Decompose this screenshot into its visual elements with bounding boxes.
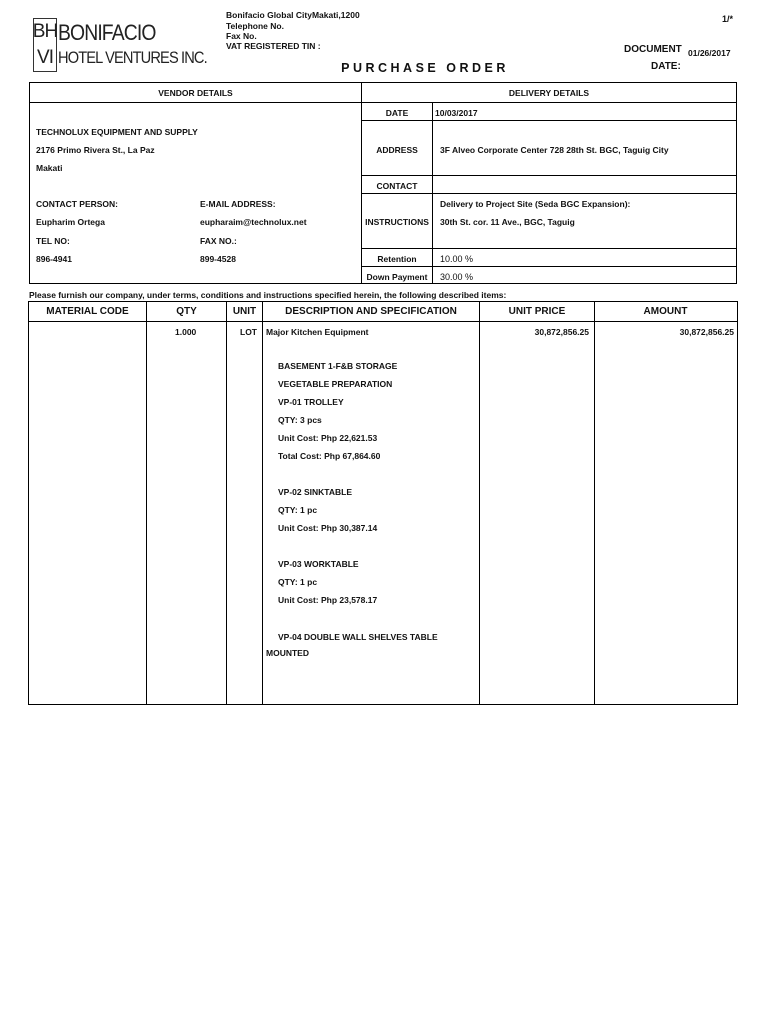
- items-table: [28, 301, 738, 705]
- down-payment-label: Down Payment: [366, 272, 428, 282]
- header-qty: QTY: [176, 306, 197, 317]
- logo-monogram-top: BH: [32, 21, 58, 42]
- document-date: 01/26/2017: [688, 48, 731, 58]
- company-telephone: Telephone No.: [226, 21, 284, 31]
- vendor-details-header: VENDOR DETAILS: [158, 88, 233, 98]
- header-unit: UNIT: [232, 306, 257, 317]
- delivery-address-label: ADDRESS: [376, 145, 418, 155]
- delivery-date-label: DATE: [385, 108, 409, 118]
- description-line: VEGETABLE PREPARATION: [278, 379, 393, 389]
- description-line: MOUNTED: [266, 648, 309, 658]
- description-line: Unit Cost: Php 23,578.17: [278, 595, 378, 605]
- retention-value: 10.00 %: [440, 254, 474, 264]
- delivery-date-value: 10/03/2017: [435, 108, 478, 118]
- tel-value: 896-4941: [36, 254, 72, 264]
- furnish-instructions: Please furnish our company, under terms, conditions and instructions specified herein, the following described items:: [29, 290, 507, 300]
- company-address: Bonifacio Global CityMakati,1200: [226, 10, 360, 20]
- page-number: 1/*: [722, 14, 734, 24]
- contact-person-label: CONTACT PERSON:: [36, 199, 119, 209]
- row-unit-price: 30,872,856.25: [534, 327, 589, 337]
- description-line: Total Cost: Php 67,864.60: [278, 451, 381, 461]
- description-line: Unit Cost: Php 22,621.53: [278, 433, 378, 443]
- logo-text-line1: BONIFACIO: [58, 20, 156, 45]
- header-material-code: MATERIAL CODE: [46, 306, 129, 317]
- row-unit: LOT: [240, 327, 257, 337]
- logo-text-line2: HOTEL VENTURES INC.: [58, 48, 207, 67]
- description-line: VP-04 DOUBLE WALL SHELVES TABLE: [278, 632, 438, 642]
- down-payment-value: 30.00 %: [440, 272, 474, 282]
- description-line: QTY: 3 pcs: [278, 415, 322, 425]
- delivery-contact-label: CONTACT: [376, 181, 418, 191]
- email-value: eupharaim@technolux.net: [200, 217, 307, 227]
- delivery-instructions-line1: Delivery to Project Site (Seda BGC Expansion):: [440, 199, 631, 209]
- description-line: QTY: 1 pc: [278, 577, 318, 587]
- vendor-address-line2: Makati: [36, 163, 63, 173]
- document-label: DOCUMENT: [624, 44, 682, 55]
- description-line: VP-01 TROLLEY: [278, 397, 344, 407]
- page-title: PURCHASE ORDER: [341, 61, 509, 75]
- email-label: E-MAIL ADDRESS:: [200, 199, 276, 209]
- details-grid: [29, 82, 737, 284]
- delivery-instructions-label: INSTRUCTIONS: [365, 217, 429, 227]
- company-fax: Fax No.: [226, 31, 257, 41]
- description-line: Unit Cost: Php 30,387.14: [278, 523, 378, 533]
- delivery-instructions-line2: 30th St. cor. 11 Ave., BGC, Taguig: [440, 217, 575, 227]
- header-amount: AMOUNT: [643, 306, 688, 317]
- delivery-address-value: 3F Alveo Corporate Center 728 28th St. BGC, Taguig City: [440, 145, 669, 155]
- fax-label: FAX NO.:: [200, 236, 237, 246]
- row-description-title: Major Kitchen Equipment: [266, 327, 369, 337]
- description-line: VP-02 SINKTABLE: [278, 487, 352, 497]
- description-line: BASEMENT 1-F&B STORAGE: [278, 361, 398, 371]
- retention-label: Retention: [377, 254, 417, 264]
- description-line: QTY: 1 pc: [278, 505, 318, 515]
- header-unit-price: UNIT PRICE: [508, 306, 566, 317]
- row-amount: 30,872,856.25: [679, 327, 734, 337]
- logo-monogram-bottom: VI: [37, 47, 53, 68]
- contact-person-value: Eupharim Ortega: [36, 217, 105, 227]
- company-logo: [32, 18, 207, 72]
- vendor-name: TECHNOLUX EQUIPMENT AND SUPPLY: [36, 127, 198, 137]
- vendor-address-line1: 2176 Primo Rivera St., La Paz: [36, 145, 155, 155]
- delivery-details-header: DELIVERY DETAILS: [508, 88, 590, 98]
- company-vat: VAT REGISTERED TIN :: [226, 41, 321, 51]
- tel-label: TEL NO:: [36, 236, 70, 246]
- fax-value: 899-4528: [200, 254, 236, 264]
- row-qty: 1.000: [175, 327, 197, 337]
- document-date-label: DATE:: [651, 61, 681, 72]
- logo-monogram: [33, 18, 57, 72]
- header-description: DESCRIPTION AND SPECIFICATION: [285, 306, 457, 317]
- description-line: VP-03 WORKTABLE: [278, 559, 359, 569]
